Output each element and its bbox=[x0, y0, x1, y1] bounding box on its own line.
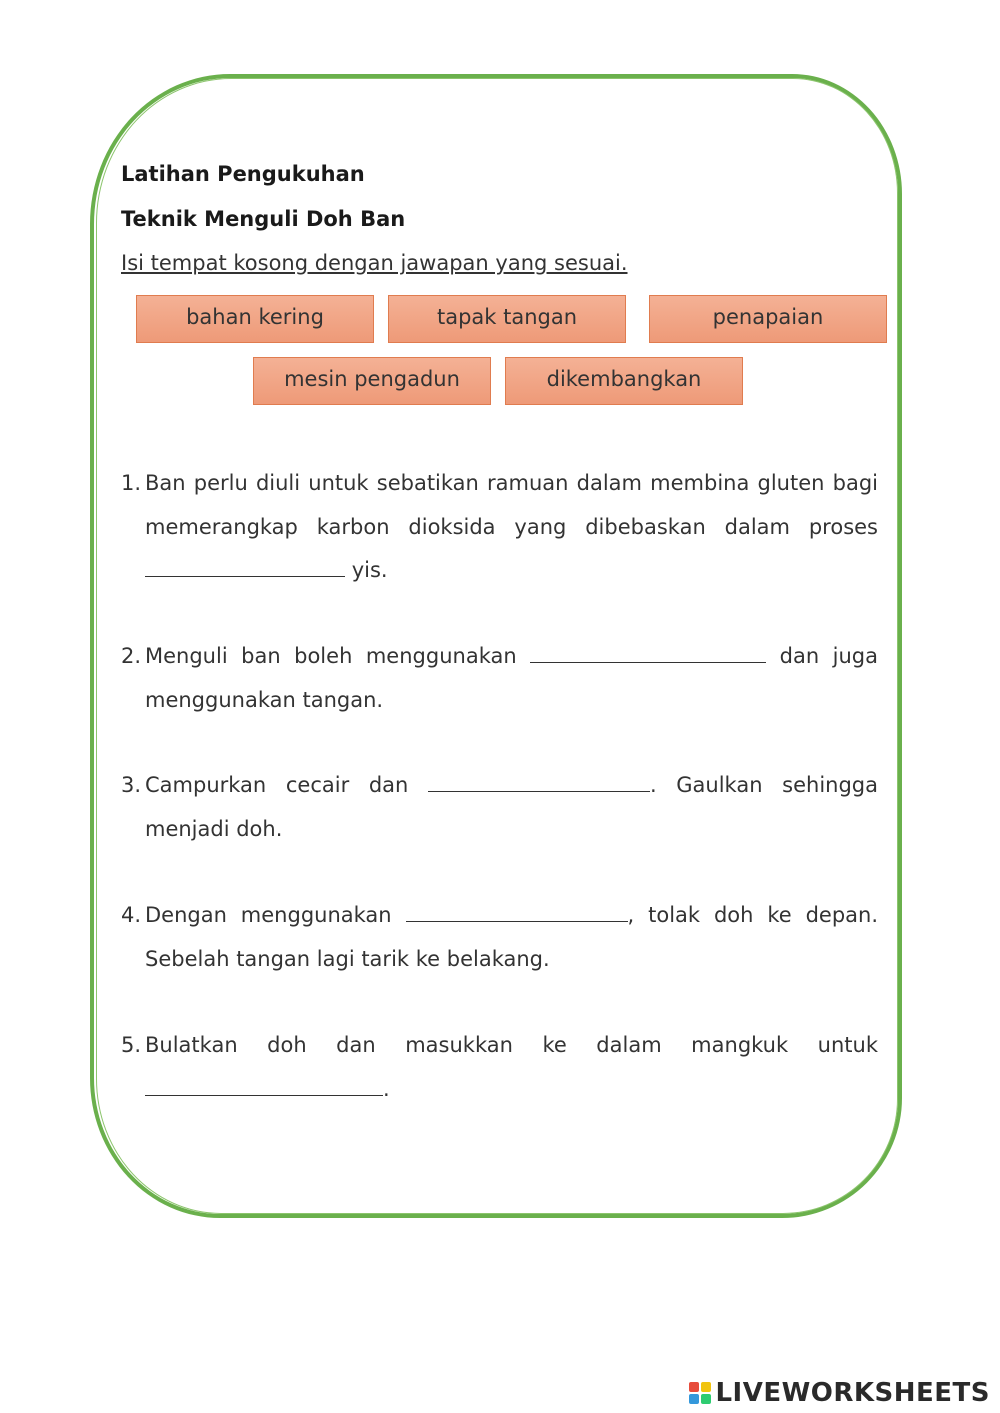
question-text: . Gaulkan sehingga menjadi doh. bbox=[145, 773, 878, 841]
word-chip[interactable]: tapak tangan bbox=[388, 295, 626, 343]
question-number: 4. bbox=[121, 903, 142, 927]
question-3 bbox=[121, 764, 878, 851]
question-text: Bulatkan doh dan masukkan ke dalam mangkuk untuk bbox=[145, 1033, 878, 1057]
question-text: . bbox=[383, 1076, 390, 1101]
question-number: 3. bbox=[121, 773, 142, 797]
word-chip[interactable]: bahan kering bbox=[136, 295, 374, 343]
question-number: 1. bbox=[121, 471, 142, 495]
word-chip[interactable]: dikembangkan bbox=[505, 357, 743, 405]
question-text: Campurkan cecair dan bbox=[145, 773, 409, 797]
question-text: Dengan menggunakan bbox=[145, 903, 392, 927]
question-number: 5. bbox=[121, 1033, 142, 1057]
answer-blank[interactable] bbox=[145, 1075, 383, 1096]
answer-blank[interactable] bbox=[145, 556, 345, 577]
question-text: yis. bbox=[351, 558, 388, 582]
answer-blank[interactable] bbox=[530, 642, 766, 663]
question-text: dan juga menggunakan tangan. bbox=[145, 644, 878, 712]
logo-icon bbox=[689, 1382, 711, 1404]
question-text: Menguli ban boleh menggunakan bbox=[145, 644, 517, 668]
instruction-text: Isi tempat kosong dengan jawapan yang sesuai. bbox=[121, 251, 628, 275]
word-chip[interactable]: penapaian bbox=[649, 295, 887, 343]
question-2 bbox=[121, 635, 878, 722]
answer-blank[interactable] bbox=[406, 901, 628, 922]
question-1 bbox=[121, 462, 878, 593]
liveworksheets-logo bbox=[689, 1378, 990, 1408]
question-text: Ban perlu diuli untuk sebatikan ramuan dalam membina gluten bagi memerangkap karbon dioksida yang dibebaskan dalam proses bbox=[145, 471, 878, 539]
worksheet-subtitle: Teknik Menguli Doh Ban bbox=[121, 207, 406, 231]
logo-text: LIVEWORKSHEETS bbox=[715, 1378, 990, 1408]
question-4 bbox=[121, 894, 878, 981]
question-number: 2. bbox=[121, 644, 142, 668]
word-chip[interactable]: mesin pengadun bbox=[253, 357, 491, 405]
answer-blank[interactable] bbox=[428, 771, 650, 792]
question-text: , tolak doh ke depan. Sebelah tangan lagi tarik ke belakang. bbox=[145, 903, 879, 971]
question-5 bbox=[121, 1024, 878, 1111]
worksheet-title: Latihan Pengukuhan bbox=[121, 162, 365, 186]
